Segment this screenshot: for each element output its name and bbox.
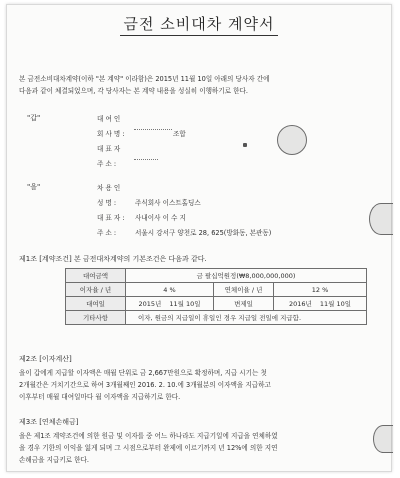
redacted-address (134, 159, 158, 160)
contract-page (6, 4, 392, 472)
loan-date-label: 대여일 (66, 297, 126, 311)
article1-heading: 제1조 [계약조건] 본 금전대차계약의 기본조건은 다음과 같다. (19, 255, 207, 263)
interest-rate-value: 4 % (126, 283, 214, 297)
other-terms-value: 이자, 원금의 지급일이 휴일인 경우 지급일 전일에 지급함. (126, 311, 367, 325)
ink-mark (243, 143, 247, 147)
margin-seal-stamp (373, 425, 393, 453)
lender-heading: 대 여 인 (97, 115, 121, 123)
loan-date-month: 11월 (169, 300, 184, 308)
loan-amount-label: 대여금액 (66, 269, 126, 283)
loan-terms-table (65, 268, 367, 325)
lender-seal-stamp (277, 125, 307, 155)
article2-line-3: 이후부터 매월 대여일마다 월 이자액을 지급하기로 한다. (19, 393, 181, 401)
article2-line-2: 2개월간은 거치기간으로 하여 3개월째인 2016. 2. 10.에 3개월분의 이자액을 지급하고 (19, 381, 271, 389)
intro-line-2: 다음과 같이 체결되었으며, 각 당사자는 본 계약 내용을 성실히 이행하기로 한다. (19, 87, 248, 95)
borrower-heading: 차 용 인 (97, 184, 121, 192)
intro-line-1: 본 금전소비대차계약(이하 "본 계약" 이라함)은 2015년 11월 10일 아래의 당사자 간에 (19, 75, 270, 83)
lender-tag: "갑" (27, 114, 41, 122)
lender-rep-label: 대 표 자 (97, 145, 121, 153)
borrower-name-value: 주식회사 이스트홀딩스 (135, 199, 201, 207)
article2-heading: 제2조 [이자계산] (19, 355, 72, 363)
table-row (66, 283, 367, 297)
article3-line-3: 손해금을 지급키로 한다. (19, 456, 89, 464)
document-title: 금전 소비대차 계약서 (7, 13, 391, 34)
borrower-name-label: 성 명 : (97, 199, 117, 207)
table-row (66, 311, 367, 325)
due-date-day: 10일 (336, 300, 352, 308)
interest-rate-label: 이자율 / 년 (66, 283, 126, 297)
table-row (66, 269, 367, 283)
due-date-label: 변제일 (214, 297, 274, 311)
table-row (66, 297, 367, 311)
lender-address-label: 주 소 : (97, 160, 117, 168)
borrower-address-label: 주 소 : (97, 229, 117, 237)
overdue-rate-label: 연체이율 / 년 (214, 283, 274, 297)
redacted-name (134, 129, 172, 130)
borrower-tag: "을" (27, 183, 41, 191)
loan-date-day: 10일 (185, 300, 201, 308)
borrower-rep-label: 대 표 자 : (97, 214, 125, 222)
borrower-rep-value: 사내이사 이 수 지 (135, 214, 186, 222)
article2-line-1: 을이 갑에게 지급할 이자액은 매월 단위로 금 2,667만원으로 확정하며, 지급 시기는 첫 (19, 369, 267, 377)
due-date-year: 2016년 (288, 300, 312, 308)
loan-amount-value: 금 팔십억원정(₩8,000,000,000) (126, 269, 367, 283)
due-date-value (274, 297, 367, 311)
borrower-address-value: 서울시 강서구 양천로 28, 625(방화동, 본관동) (135, 229, 272, 237)
other-terms-label: 기타사항 (66, 311, 126, 325)
loan-date-year: 2015년 (138, 300, 162, 308)
due-date-month: 11월 (319, 300, 335, 308)
overdue-rate-value: 12 % (274, 283, 367, 297)
article3-line-2: 을 경우 기한의 이익을 잃게 되며 그 시점으로부터 완제에 이르기까지 년 12%에 의한 지연 (19, 444, 278, 452)
lender-name-label: 회 사 명 : (97, 130, 125, 138)
loan-date-value (126, 297, 214, 311)
lender-name-suffix: 조합 (173, 130, 186, 138)
article3-line-1: 을은 제1조 계약조건에 의한 원금 및 이자를 중 어느 하나라도 지급기일에 지급을 연체하였 (19, 432, 278, 440)
article3-heading: 제3조 [연체손해금] (19, 418, 79, 426)
borrower-seal-stamp (369, 203, 393, 235)
